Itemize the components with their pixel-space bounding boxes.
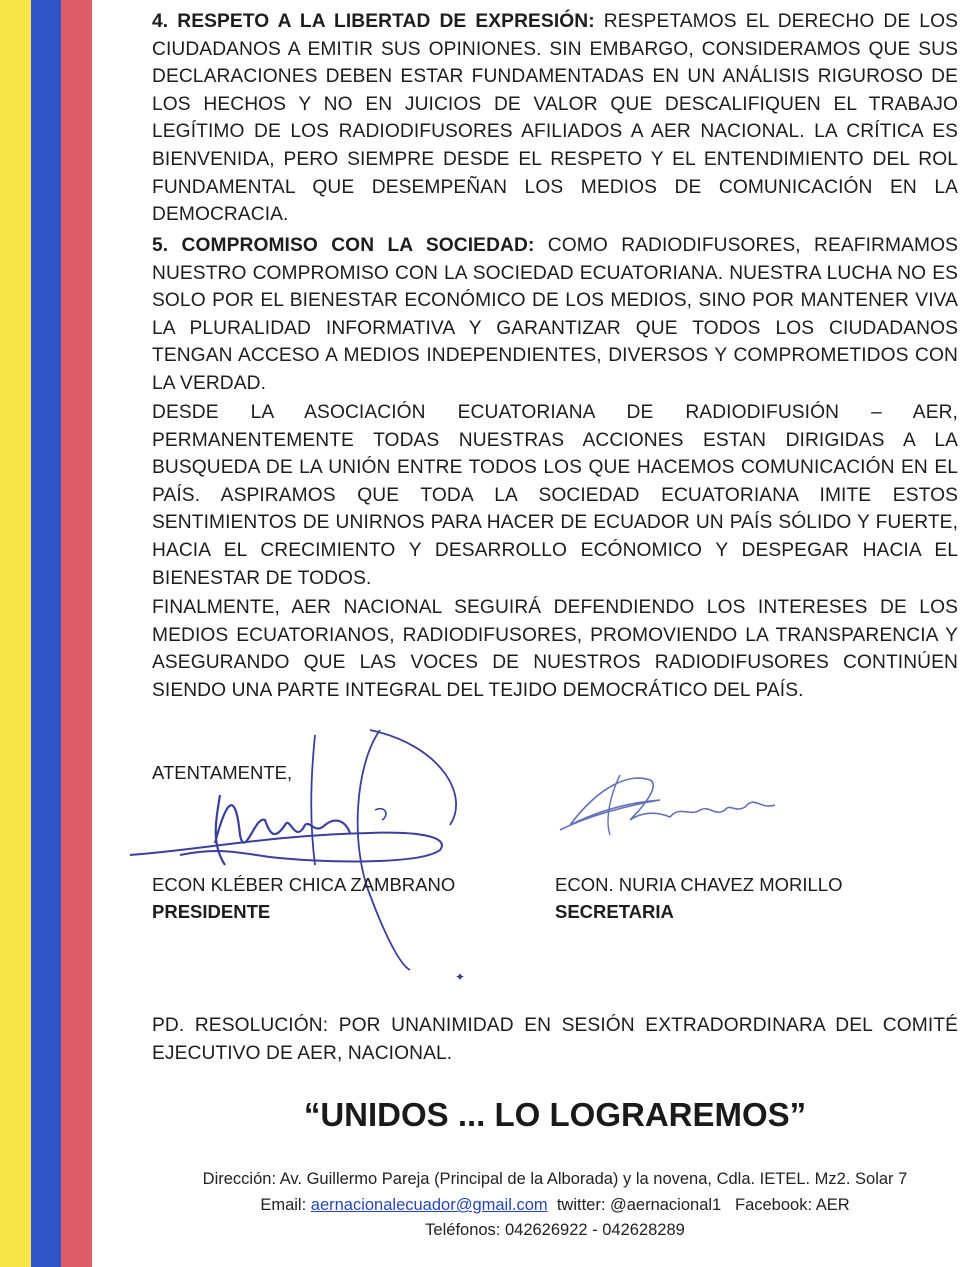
footer-contact: [130, 1196, 975, 1215]
secretary-name: ECON. NURIA CHAVEZ MORILLO: [555, 874, 843, 895]
postscript: PD. RESOLUCIÓN: POR UNANIMIDAD EN SESIÓN EXTRADORDINARA DEL COMITÉ EJECUTIVO DE AER, NACIONAL.: [152, 1015, 958, 1064]
section-4-body: RESPETAMOS EL DERECHO DE LOS CIUDADANOS A EMITIR SUS OPINIONES. SIN EMBARGO, CONSIDERAMOS QUE SUS DECLARACIONES DEBEN ESTAR FUNDAMENTADAS EN UN ANÁLISIS RIGUROSO DE LOS HECHOS Y NO EN JUICIOS DE VALOR QUE DESCALIFIQUEN EL TRABAJO LEGÍTIMO DE LOS RADIODIFUSORES AFILIADOS A AER NACIONAL. LA CRÍTICA ES BIENVENIDA, PERO SIEMPRE DESDE EL RESPETO Y EL ENTENDIMIENTO DEL ROL FUNDAMENTAL QUE DESEMPEÑAN LOS MEDIOS DE COMUNICACIÓN EN LA DEMOCRACIA.: [152, 11, 958, 226]
footer-phones: Teléfonos: 042626922 - 042628289: [425, 1221, 685, 1239]
section-4-heading: 4. RESPETO A LA LIBERTAD DE EXPRESIÓN:: [152, 11, 595, 32]
secretary-title: SECRETARIA: [555, 901, 674, 922]
footer-address: Dirección: Av. Guillermo Pareja (Principal de la Alborada) y la novena, Cdla. IETEL. Mz2. Solar 7: [202, 1170, 908, 1188]
president-title: PRESIDENTE: [152, 901, 271, 922]
flag-stripe-red: [61, 0, 92, 1267]
closing-text: ATENTAMENTE,: [152, 762, 293, 783]
facebook-handle: Facebook: AER: [735, 1196, 850, 1214]
section-4-paragraph: [152, 8, 958, 229]
president-signature: [120, 725, 480, 975]
aer-paragraph: DESDE LA ASOCIACIÓN ECUATORIANA DE RADIODIFUSIÓN – AER, PERMANENTEMENTE TODAS NUESTRAS ACCIONES ESTAN DIRIGIDAS A LA BUSQUEDA DE LA UNIÓN ENTRE TODOS LOS QUE HACEMOS COMUNICACIÓN EN EL PAÍS. ASPIRAMOS QUE TODA LA SOCIEDAD ECUATORIANA IMITE ESTOS SENTIMIENTOS DE UNIRNOS PARA HACER DE ECUADOR UN PAÍS SÓLIDO Y FUERTE, HACIA EL CRECIMIENTO Y DESARROLLO ECÓNOMICO Y DESPEGAR HACIA EL BIENESTAR DE TODOS.: [152, 402, 958, 589]
flag-stripe-yellow: [0, 0, 31, 1267]
slogan: “UNIDOS ... LO LOGRAREMOS”: [303, 1096, 807, 1133]
email-link[interactable]: aernacionalecuador@gmail.com: [310, 1196, 548, 1214]
section-5-body: COMO RADIODIFUSORES, REAFIRMAMOS NUESTRO COMPROMISO CON LA SOCIEDAD ECUATORIANA. NUESTRA LUCHA NO ES SOLO POR EL BIENESTAR ECONÓMICO DE LOS MEDIOS, SINO POR MANTENER VIVA LA PLURALIDAD INFORMATIVA Y GARANTIZAR QUE TODOS LOS CIUDADANOS TENGAN ACCESO A MEDIOS INDEPENDIENTES, DIVERSOS Y COMPROMETIDOS CON LA VERDAD.: [152, 235, 958, 394]
president-name: ECON KLÉBER CHICA ZAMBRANO: [152, 874, 456, 895]
section-5-paragraph: [152, 232, 958, 398]
flag-stripe-blue: [31, 0, 61, 1267]
secretary-signature: [550, 765, 790, 855]
twitter-handle: twitter: @aernacional1: [556, 1196, 722, 1214]
final-paragraph: FINALMENTE, AER NACIONAL SEGUIRÁ DEFENDIENDO LOS INTERESES DE LOS MEDIOS ECUATORIANOS, RADIODIFUSORES, PROMOVIENDO LA TRANSPARENCIA Y ASEGURANDO QUE LAS VOCES DE NUESTROS RADIODIFUSORES CONTINÚEN SIENDO UNA PARTE INTEGRAL DEL TEJIDO DEMOCRÁTICO DEL PAÍS.: [152, 597, 958, 701]
section-5-heading: 5. COMPROMISO CON LA SOCIEDAD:: [152, 235, 535, 256]
ink-mark: ✦: [455, 970, 466, 984]
email-label: Email:: [260, 1196, 307, 1214]
